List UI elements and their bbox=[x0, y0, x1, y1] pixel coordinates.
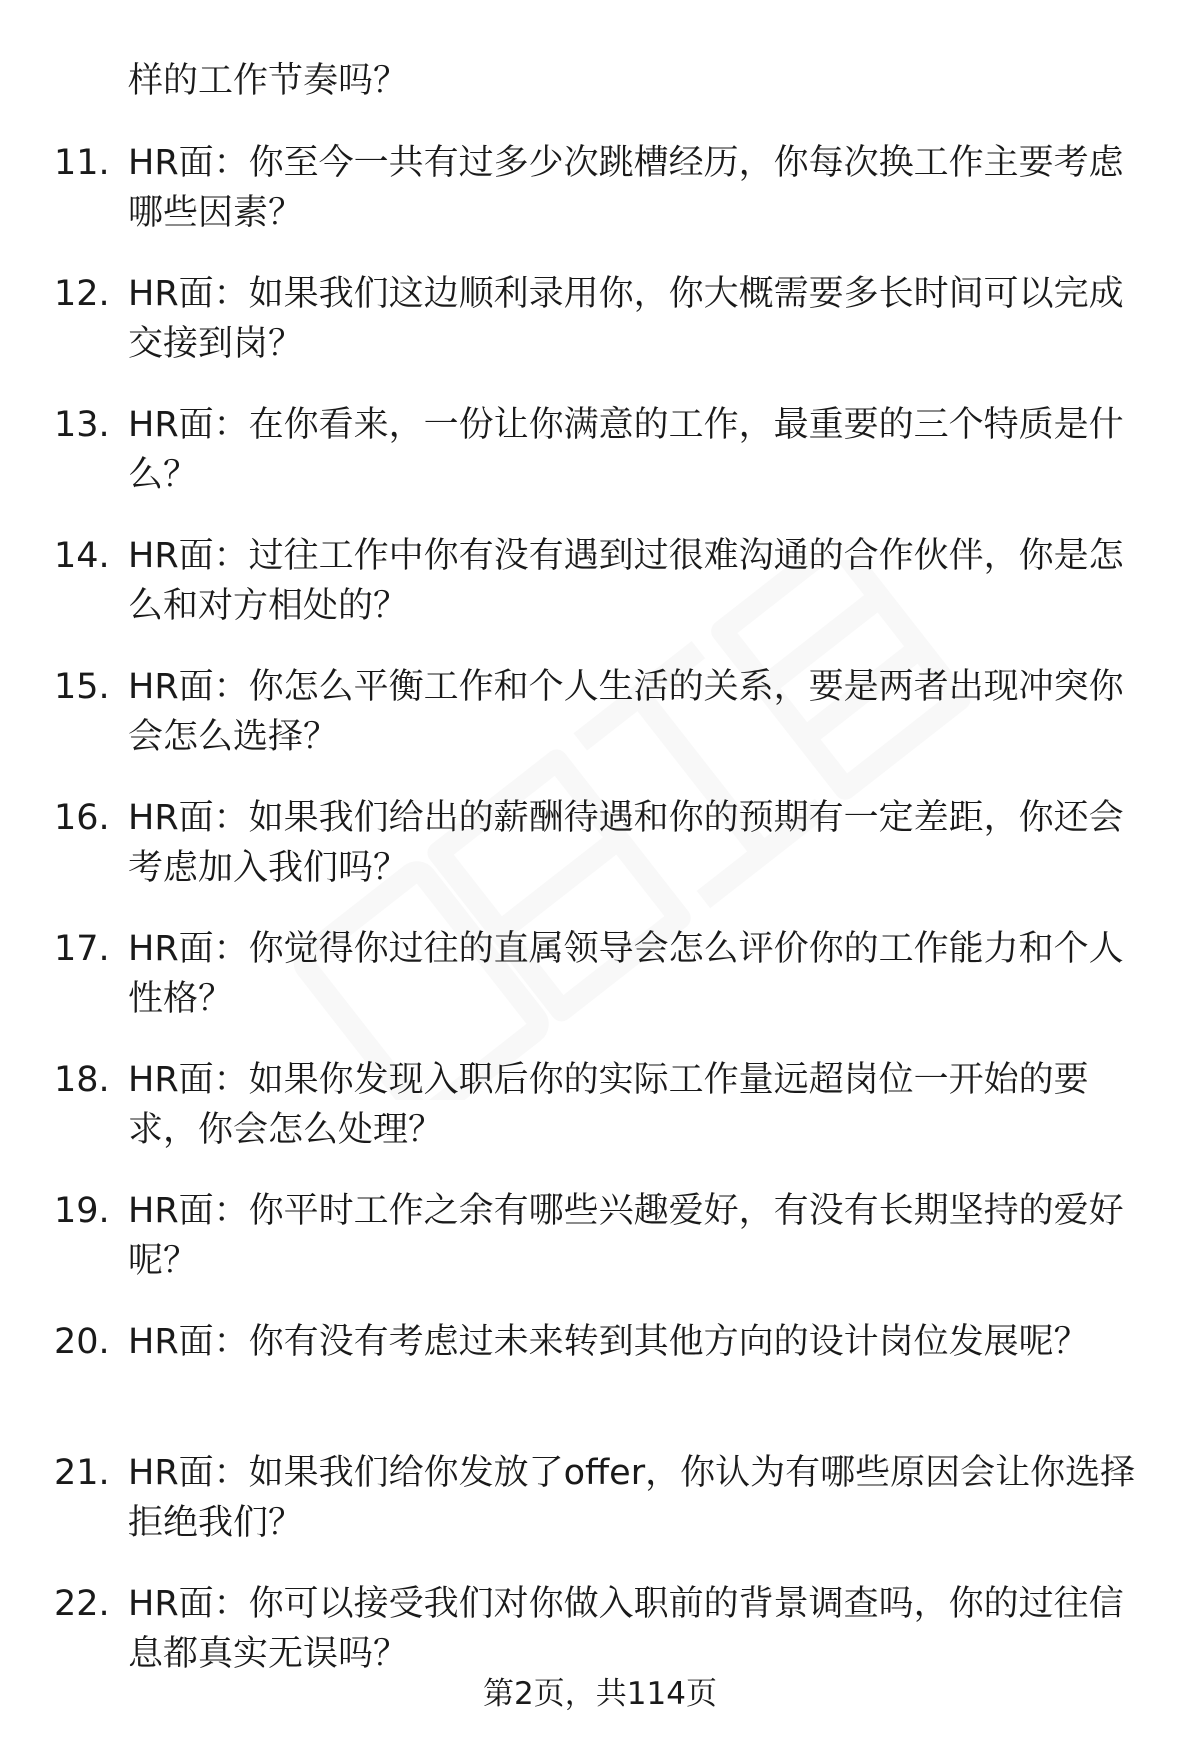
question-text: HR面：如果我们给出的薪酬待遇和你的预期有一定差距，你还会考虑加入我们吗？ bbox=[128, 798, 1124, 888]
question-number: 11. bbox=[54, 143, 110, 183]
question-number: 12. bbox=[54, 274, 110, 314]
question-text: HR面：如果你发现入职后你的实际工作量远超岗位一开始的要求，你会怎么处理？ bbox=[128, 1060, 1089, 1150]
question-text: HR面：如果我们这边顺利录用你，你大概需要多长时间可以完成交接到岗？ bbox=[128, 274, 1124, 364]
question-number: 19. bbox=[54, 1191, 110, 1231]
question-text: HR面：如果我们给你发放了offer，你认为有哪些原因会让你选择拒绝我们？ bbox=[128, 1453, 1136, 1543]
question-text: HR面：你可以接受我们对你做入职前的背景调查吗，你的过往信息都真实无误吗？ bbox=[128, 1584, 1124, 1674]
question-list bbox=[0, 138, 1200, 1710]
question-text: HR面：过往工作中你有没有遇到过很难沟通的合作伙伴，你是怎么和对方相处的？ bbox=[128, 536, 1124, 626]
question-number: 13. bbox=[54, 405, 110, 445]
list-item bbox=[0, 1055, 1200, 1186]
list-item bbox=[0, 138, 1200, 269]
question-number: 20. bbox=[54, 1322, 110, 1362]
question-number: 21. bbox=[54, 1453, 110, 1493]
list-item bbox=[0, 531, 1200, 662]
question-number: 14. bbox=[54, 536, 110, 576]
list-item bbox=[0, 924, 1200, 1055]
list-item bbox=[0, 1448, 1200, 1579]
continued-question-text: 样的工作节奏吗？ bbox=[128, 61, 409, 101]
question-number: 15. bbox=[54, 667, 110, 707]
question-text: HR面：在你看来，一份让你满意的工作，最重要的三个特质是什么？ bbox=[128, 405, 1124, 495]
question-text: HR面：你平时工作之余有哪些兴趣爱好，有没有长期坚持的爱好呢？ bbox=[128, 1191, 1124, 1281]
list-item bbox=[0, 662, 1200, 793]
question-number: 17. bbox=[54, 929, 110, 969]
list-item bbox=[0, 1317, 1200, 1448]
question-text: HR面：你怎么平衡工作和个人生活的关系，要是两者出现冲突你会怎么选择？ bbox=[128, 667, 1124, 757]
list-item bbox=[0, 400, 1200, 531]
question-text: HR面：你有没有考虑过未来转到其他方向的设计岗位发展呢？ bbox=[128, 1322, 1089, 1362]
list-item bbox=[0, 793, 1200, 924]
question-number: 16. bbox=[54, 798, 110, 838]
list-item bbox=[0, 1186, 1200, 1317]
list-item bbox=[0, 269, 1200, 400]
question-text: HR面：你觉得你过往的直属领导会怎么评价你的工作能力和个人性格？ bbox=[128, 929, 1124, 1019]
question-number: 22. bbox=[54, 1584, 110, 1624]
question-text: HR面：你至今一共有过多少次跳槽经历，你每次换工作主要考虑哪些因素？ bbox=[128, 143, 1124, 233]
question-number: 18. bbox=[54, 1060, 110, 1100]
page-number: 第2页，共114页 bbox=[483, 1676, 717, 1712]
